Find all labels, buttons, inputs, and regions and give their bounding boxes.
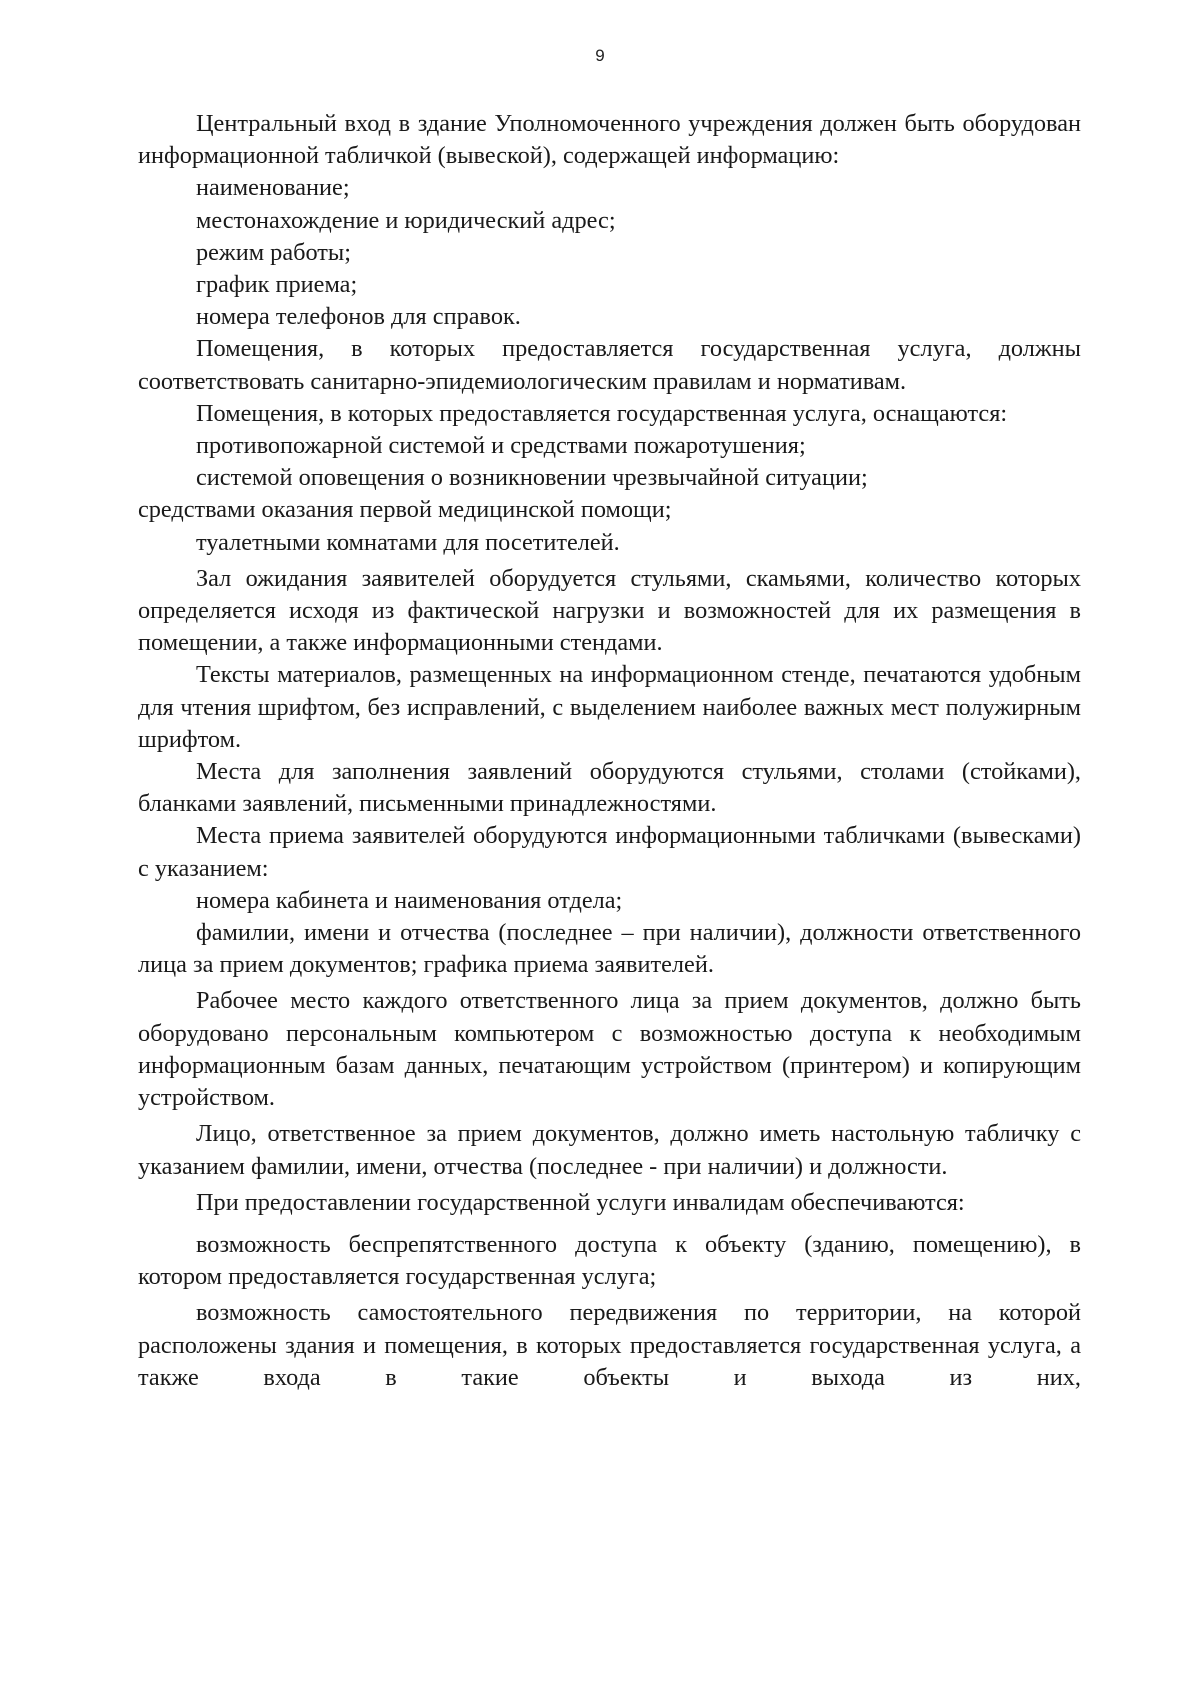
list-item-first-aid: средствами оказания первой медицинской помощи; [138,496,672,524]
paragraph-reception-places: Места приема заявителей оборудуются информационными табличками (вывесками) с указанием: [138,822,1081,882]
list-item-barrier-free: возможность беспрепятственного доступа к объекту (зданию, помещению), в котором предоставляется государственная услуга; [138,1230,1081,1291]
paragraph-entrance: Центральный вход в здание Уполномоченного учреждения должен быть оборудован информационной табличкой (вывеской), содержащей информацию: [138,110,1081,170]
list-item-fire-system: противопожарной системой и средствами пожаротушения; [196,432,806,460]
paragraph-workplace: Рабочее место каждого ответственного лица за прием документов, должно быть оборудовано персональным компьютером с возможностью доступа к необходимым информационным базам данных, печатающим устройством (принтером) и копирующим устройством. [138,987,1081,1112]
list-item-restrooms: туалетными комнатами для посетителей. [196,528,620,556]
list-item-schedule: график приема; [196,271,358,299]
list-item-phones: номера телефонов для справок. [196,303,521,331]
paragraph-desk-sign: Лицо, ответственное за прием документов, должно иметь настольную табличку с указанием фамилии, имени, отчества (последнее - при наличии) и должности. [138,1120,1081,1180]
list-item-work-mode: режим работы; [196,238,351,266]
paragraph-sanitary: Помещения, в которых предоставляется государственная услуга, должны соответствовать санитарно-эпидемиологическим правилам и нормативам. [138,335,1081,395]
list-item-alert-system: системой оповещения о возникновении чрезвычайной ситуации; [196,464,868,492]
document-body [138,108,1081,1394]
paragraph-waiting-room: Зал ожидания заявителей оборудуется стульями, скамьями, количество которых определяется исходя из фактической нагрузки и возможностей для их размещения в помещении, а также информационными стендами. [138,564,1081,657]
paragraph-disabled-access: При предоставлении государственной услуги инвалидам обеспечиваются: [196,1188,965,1216]
page-number: 9 [595,46,605,65]
list-item-responsible-person: фамилии, имени и отчества (последнее – при наличии), должности ответственного лица за прием документов; графика приема заявителей. [138,919,1081,979]
list-item-name: наименование; [196,174,350,202]
paragraph-texts: Тексты материалов, размещенных на информационном стенде, печатаются удобным для чтения шрифтом, без исправлений, с выделением наиболее важных мест полужирным шрифтом. [138,661,1081,753]
paragraph-equipment: Помещения, в которых предоставляется государственная услуга, оснащаются: [196,399,1008,427]
paragraph-forms-places: Места для заполнения заявлений оборудуются стульями, столами (стойками), бланками заявлений, письменными принадлежностями. [138,758,1081,818]
list-item-office-number: номера кабинета и наименования отдела; [196,886,623,914]
list-item-address: местонахождение и юридический адрес; [196,206,616,234]
list-item-movement: возможность самостоятельного передвижения по территории, на которой расположены здания и помещения, в которых предоставляется государственная услуга, а также входа в такие объекты и выхода из них, [138,1299,1081,1391]
